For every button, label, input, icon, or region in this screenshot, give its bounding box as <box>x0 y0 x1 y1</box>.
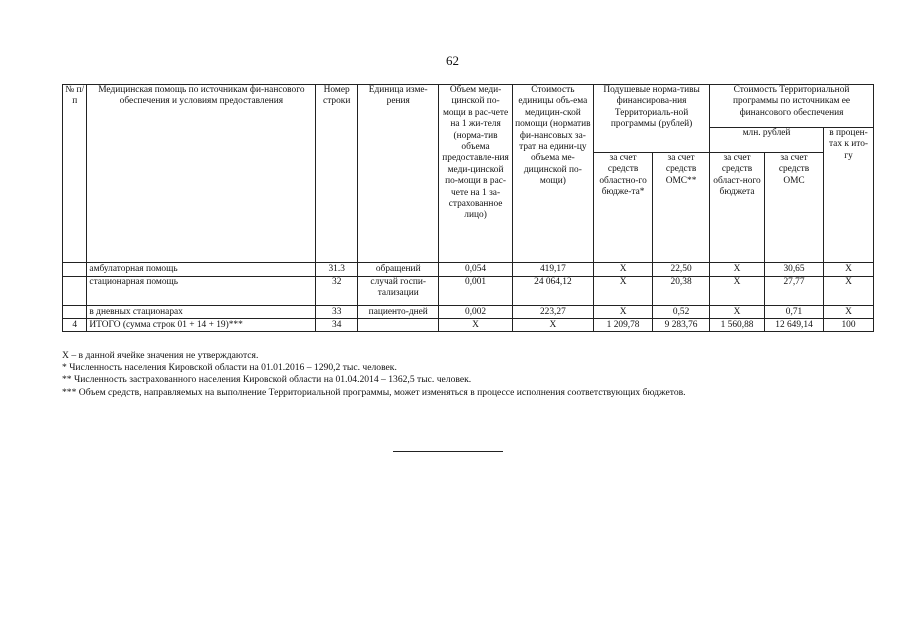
table-row: в дневных стационарах 33 пациенто-дней 0,002 223,27 X 0,52 X 0,71 X <box>63 306 874 319</box>
total-row: 4 ИТОГО (сумма строк 01 + 14 + 19)*** 34 X X 1 209,78 9 283,76 1 560,88 12 649,14 100 <box>63 319 874 332</box>
footnotes <box>62 350 862 399</box>
page-number: 62 <box>446 53 459 68</box>
header-unit: Единица изме-рения <box>358 85 439 263</box>
header-oms-2: за счет средств ОМС <box>765 153 824 263</box>
header-mln-rubles: млн. рублей <box>710 128 824 153</box>
header-regional-budget-2: за счет средств област-ного бюджета <box>710 153 765 263</box>
header-oms: за счет средств ОМС** <box>653 153 710 263</box>
header-num: № п/п <box>63 85 87 263</box>
footnote: *** Объем средств, направляемых на выполнение Территориальной программы, может изменяться в процессе исполнения соответствующих бюджетов. <box>62 386 686 398</box>
header-per-capita: Подушевые норма-тивы финансирова-ния Территориаль-ной программы (рублей) <box>594 85 710 153</box>
header-percent: в процен-тах к ито-гу <box>824 128 874 263</box>
footnote: ** Численность застрахованного населения Кировской области на 01.04.2014 – 1362,5 тыс. человек. <box>62 374 472 386</box>
header-care-type: Медицинская помощь по источникам фи-нансового обеспечения и условиям предоставления <box>87 85 316 263</box>
header-row-number: Номер строки <box>316 85 358 263</box>
header-volume: Объем меди-цинской по-мощи в рас-чете на 1 жи-теля (норма-тив объема предоставле-ния меди-цинской по-мощи в рас-чете на 1 за-страхованное лицо) <box>439 85 512 263</box>
header-row-1 <box>63 85 874 128</box>
header-regional-budget: за счет средств областно-го бюдже-та* <box>594 153 653 263</box>
financing-table <box>62 84 874 332</box>
table-row: амбулаторная помощь 31.3 обращений 0,054 419,17 X 22,50 X 30,65 X <box>63 263 874 277</box>
table-row: стационарная помощь 32 случай госпи-тализации 0,001 24 064,12 X 20,38 X 27,77 X <box>63 277 874 306</box>
header-territorial-cost: Стоимость Территориальной программы по источникам ее финансового обеспечения <box>710 85 874 128</box>
divider-line <box>393 451 503 452</box>
header-unit-cost: Стоимость единицы объ-ема медицин-ской помощи (норматив фи-нансовых за-трат на едини-цу объема ме-дицинской по-мощи) <box>512 85 593 263</box>
footnote: X – в данной ячейке значения не утверждаются. <box>62 350 259 361</box>
footnote: * Численность населения Кировской области на 01.01.2016 – 1290,2 тыс. человек. <box>62 362 397 374</box>
